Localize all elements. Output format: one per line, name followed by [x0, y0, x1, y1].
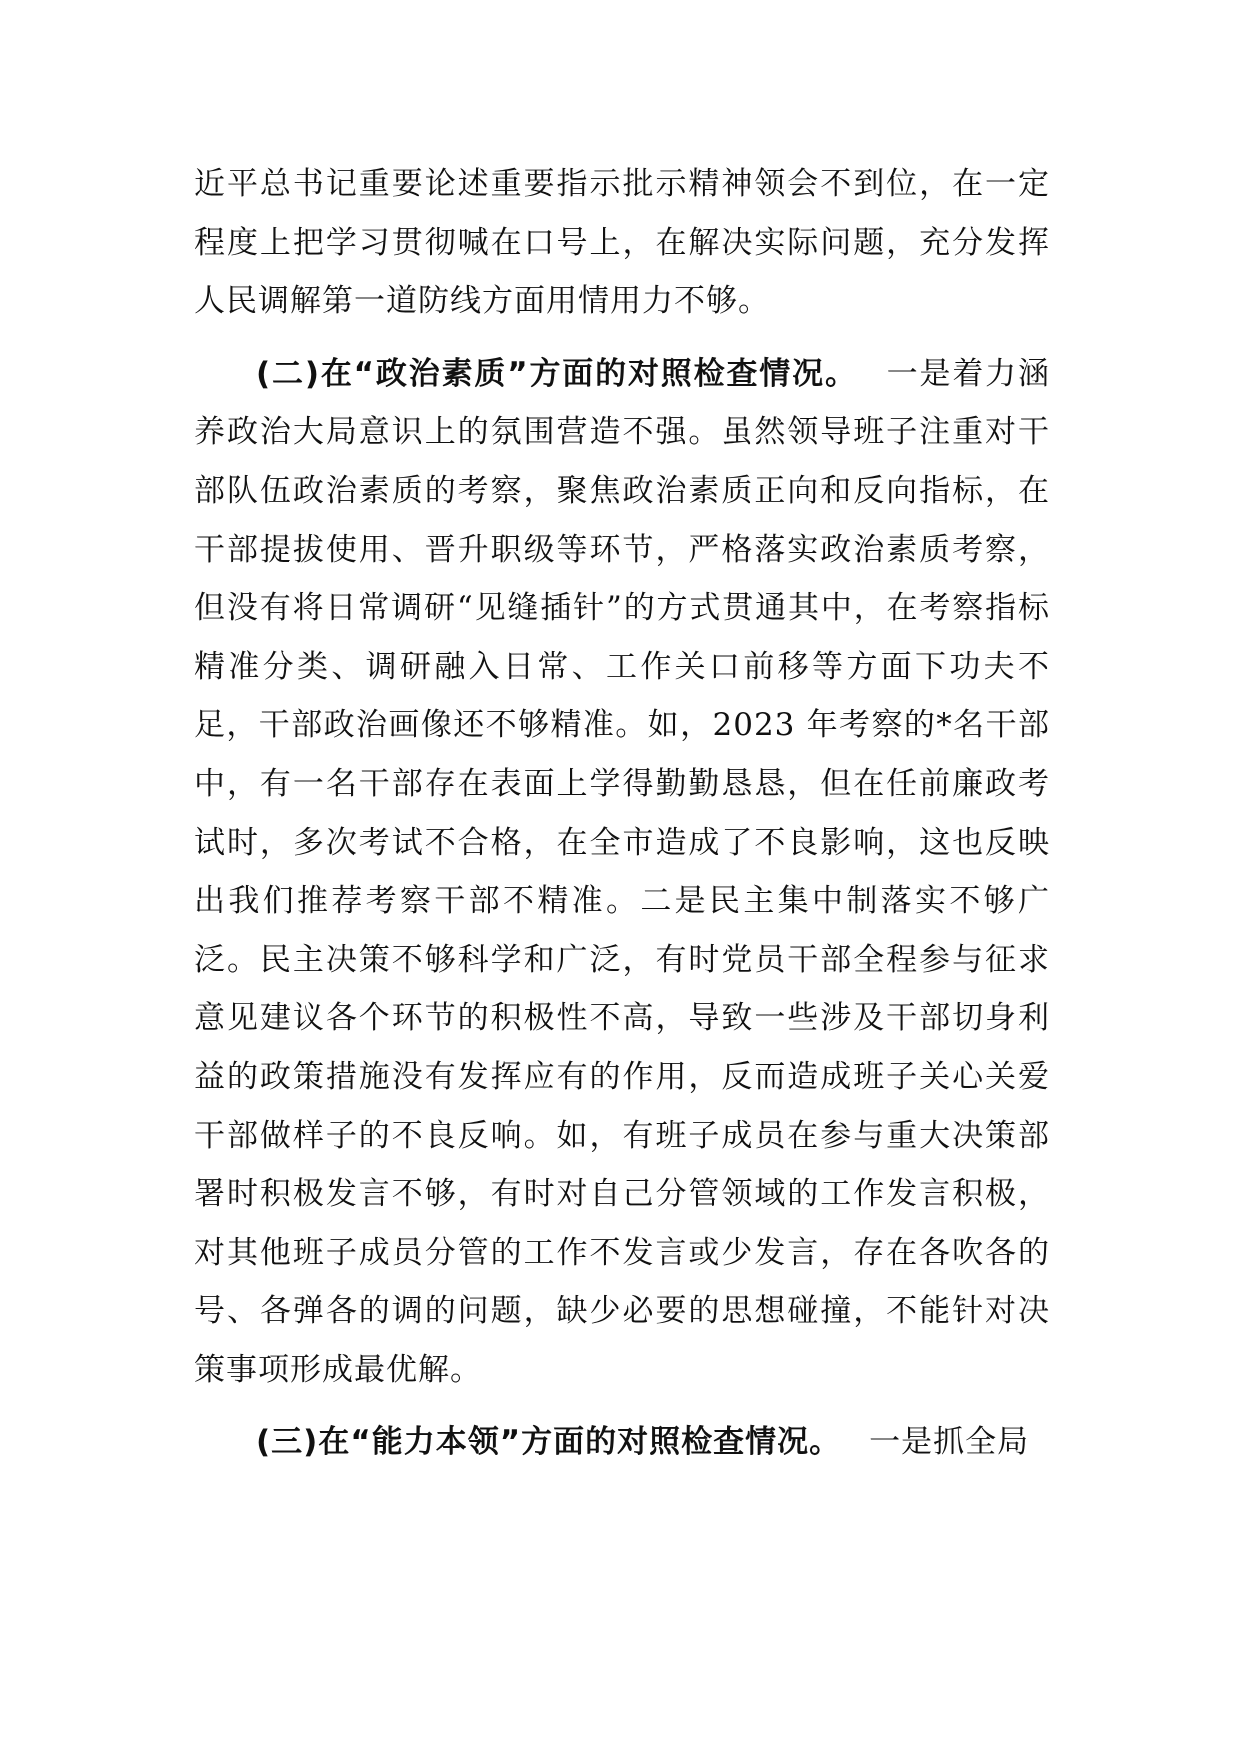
document-body: [194, 155, 1050, 1472]
section-2-body: 一是着力涵养政治大局意识上的氛围营造不强。虽然领导班子注重对干部队伍政治素质的考察，聚焦政治素质正向和反向指标，在干部提拔使用、晋升职级等环节，严格落实政治素质考察，但没有将日常调研“见缝插针”的方式贯通其中，在考察指标精准分类、调研融入日常、工作关口前移等方面下功夫不足，干部政治画像还不够精准。如，2023 年考察的*名干部中，有一名干部存在表面上学得勤勤恳恳，但在任前廉政考试时，多次考试不合格，在全市造成了不良影响，这也反映出我们推荐考察干部不精准。二是民主集中制落实不够广泛。民主决策不够科学和广泛，有时党员干部全程参与征求意见建议各个环节的积极性不高，导致一些涉及干部切身利益的政策措施没有发挥应有的作用，反而造成班子关心关爱干部做样子的不良反响。如，有班子成员在参与重大决策部署时积极发言不够，有时对自己分管领域的工作发言积极，对其他班子成员分管的工作不发言或少发言，存在各吹各的号、各弹各的调的问题，缺少必要的思想碰撞，不能针对决策事项形成最优解。: [194, 355, 1050, 1388]
section-3-paragraph: [194, 1413, 1050, 1472]
paragraph-continuation: 近平总书记重要论述重要指示批示精神领会不到位，在一定程度上把学习贯彻喊在口号上，在解决实际问题，充分发挥人民调解第一道防线方面用情用力不够。: [194, 166, 1050, 320]
section-3-heading: (三)在“能力本领”方面的对照检查情况。: [256, 1424, 842, 1461]
section-2-heading: (二)在“政治素质”方面的对照检查情况。: [256, 355, 858, 392]
section-3-body: 一是抓全局: [869, 1424, 1030, 1461]
section-2-paragraph: [194, 345, 1050, 1400]
